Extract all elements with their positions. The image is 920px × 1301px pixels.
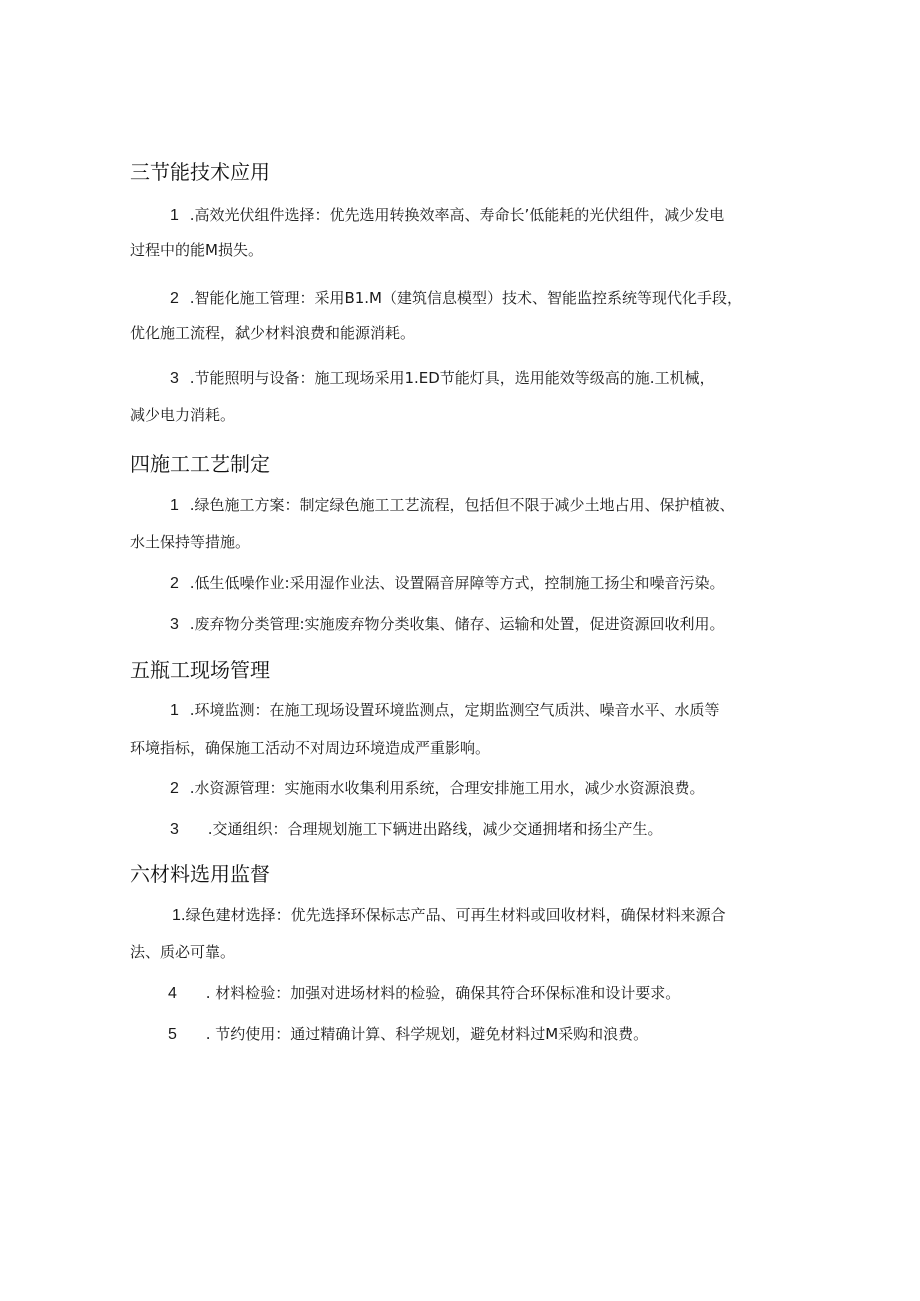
item-text: .低生低噪作业:采用湿作业法、设置隔音屏障等方式，控制施工扬尘和噪音污染。 [189, 574, 725, 592]
paragraph-line [172, 905, 726, 926]
item-text: .废弃物分类管理:实施废弃物分类收集、储存、运输和处置，促进资源回收利用。 [189, 615, 725, 633]
paragraph-line: 减少电力消耗。 [130, 406, 236, 424]
paragraph-line [170, 700, 719, 721]
item-number: 2 [170, 290, 179, 307]
paragraph-line [170, 368, 715, 389]
item-text: .绿色施工方案：制定绿色施工工艺流程，包括但不限于减少土地占用、保护植被、 [189, 496, 735, 514]
item-text: .节能照明与设备：施工现场采用1.ED节能灯具，选用能效等级高的施.工机械， [189, 369, 715, 387]
paragraph-line [168, 983, 680, 1004]
item-number: 1 [170, 702, 179, 719]
paragraph-line: 法、质必可靠。 [130, 943, 236, 961]
paragraph-line [170, 573, 725, 594]
paragraph-line [170, 205, 724, 226]
paragraph-line: 过程中的能M损失。 [130, 241, 263, 259]
section-heading: 四施工工艺制定 [130, 452, 270, 476]
item-number: 3 [170, 616, 179, 633]
item-number: 5 [168, 1026, 177, 1043]
paragraph-line [170, 288, 742, 309]
item-text: .高效光伏组件选择：优先选用转换效率高、寿命长’低能耗的光伏组件，减少发电 [189, 206, 725, 224]
item-text: .智能化施工管理：采用B1.M（建筑信息模型）技术、智能监控系统等现代化手段， [189, 289, 743, 307]
item-text: .绿色建材选择：优先选择环保标志产品、可再生材料或回收材料，确保材料来源合 [180, 906, 726, 924]
item-number: 2 [170, 575, 179, 592]
item-text: .环境监测：在施工现场设置环境监测点，定期监测空气质洪、噪音水平、水质等 [189, 701, 720, 719]
item-number: 1 [170, 207, 179, 224]
section-heading: 五瓶工现场管理 [130, 658, 270, 682]
item-text: .水资源管理：实施雨水收集利用系统，合理安排施工用水，减少水资源浪费。 [189, 779, 705, 797]
item-number: 1 [170, 497, 179, 514]
paragraph-line [170, 614, 725, 635]
paragraph-line [170, 778, 704, 799]
item-number: 4 [168, 985, 177, 1002]
item-number: 1 [172, 907, 181, 924]
section-heading: 六材料选用监督 [130, 862, 270, 886]
paragraph-line: 水土保持等措施。 [130, 533, 251, 551]
item-number: 2 [170, 780, 179, 797]
paragraph-line [170, 819, 662, 840]
paragraph-line [170, 495, 734, 516]
item-text: . 节约使用：通过精确计算、科学规划，避免材料过M采购和浪费。 [205, 1025, 649, 1043]
paragraph-line: 环境指标，确保施工活动不对周边环境造成严重影响。 [130, 739, 491, 757]
paragraph-line [168, 1024, 648, 1045]
paragraph-line: 优化施工流程，弑少材料浪费和能源消耗。 [130, 324, 416, 342]
item-text: . 材料检验：加强对进场材料的检验，确保其符合环保标准和设计要求。 [205, 984, 681, 1002]
item-number: 3 [170, 821, 179, 838]
item-number: 3 [170, 370, 179, 387]
section-heading: 三节能技术应用 [130, 160, 270, 184]
item-text: .交通组织：合理规划施工下辆进出路线，减少交通拥堵和扬尘产生。 [207, 820, 663, 838]
